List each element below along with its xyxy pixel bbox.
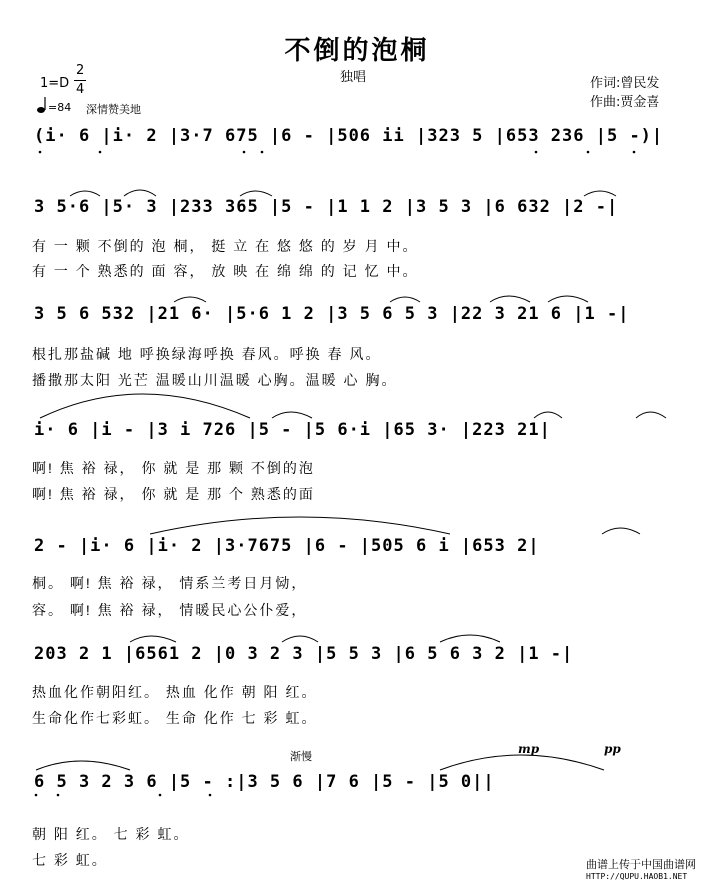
lyric-row-2-verse-2: 有 一 个 熟悉的 面 容， 放 映 在 绵 绵 的 记 忆 中。 (32, 263, 419, 279)
ritardando-mark: 渐慢 (290, 750, 312, 763)
lyric-row-3-verse-2: 播撒那太阳 光芒 温暖山川温暖 心胸。温暖 心 胸。 (32, 372, 398, 388)
lyric-row-6-verse-1: 热血化作朝阳红。 热血 化作 朝 阳 红。 (32, 684, 318, 700)
dynamic-pp: pp (604, 742, 621, 756)
footer-site-name: 曲谱上传于中国曲谱网 (586, 858, 696, 871)
lyric-row-3-verse-1: 根扎那盐碱 地 呼换绿海呼换 春风。呼换 春 风。 (32, 346, 382, 362)
dynamic-mp: mp (518, 742, 540, 756)
expression-mark: 深情赞美地 (86, 103, 141, 116)
time-signature-bottom: 4 (76, 82, 85, 97)
lyric-row-5-verse-1: 桐。 啊! 焦 裕 禄， 情系兰考日月恸， (32, 575, 308, 591)
lyricist-credit: 作词:曾民发 (590, 76, 660, 91)
lyric-row-2-verse-1: 有 一 颗 不倒的 泡 桐， 挺 立 在 悠 悠 的 岁 月 中。 (32, 238, 419, 254)
tempo-mark: =84 (48, 101, 72, 114)
notation-row-6: 203 2 1 |6561 2 |0 3 2 3 |5 5 3 |6 5 6 3 2 |1 -| (34, 644, 574, 664)
footer-site-url: HTTP://QUPU.HAOB1.NET (586, 872, 688, 881)
lyric-row-4-verse-1: 啊! 焦 裕 禄， 你 就 是 那 颗 不倒的泡 (32, 460, 315, 476)
key-signature: 1=D (40, 76, 70, 91)
notation-row-4: i· 6 |i - |3 i 726 |5 - |5 6·i |65 3· |223 21| (34, 420, 551, 440)
notation-row-3: 3 5 6 532 |21 6· |5·6 1 2 |3 5 6 5 3 |22 3 21 6 |1 -| (34, 304, 630, 324)
lyric-row-4-verse-2: 啊! 焦 裕 禄， 你 就 是 那 个 熟悉的面 (32, 486, 315, 502)
lyric-row-5-verse-2: 容。 啊! 焦 裕 禄， 情暖民心公仆爱， (32, 602, 308, 618)
song-title: 不倒的泡桐 (284, 36, 430, 66)
composer-credit: 作曲:贾金喜 (590, 95, 660, 110)
notation-row-5: 2 - |i· 6 |i· 2 |3·7675 |6 - |505 6 i |653 2| (34, 536, 540, 556)
lyric-row-7-verse-1: 朝 阳 红。 七 彩 虹。 (32, 826, 190, 842)
notation-row-2: 3 5·6 |5· 3 |233 365 |5 - |1 1 2 |3 5 3 |6 632 |2 -| (34, 197, 619, 217)
lyric-row-7-verse-2: 七 彩 虹。 (32, 852, 108, 868)
notation-row-1: (i· 6 |i· 2 |3·7 675 |6 - |506 ii |323 5 |653 236 |5 -)| (34, 126, 664, 146)
notation-row-7: 6 5 3 2 3 6 |5 - :|3 5 6 |7 6 |5 - |5 0|| (34, 772, 495, 792)
time-signature-top: 2 (76, 63, 85, 78)
subtitle: 独唱 (340, 70, 367, 85)
lyric-row-6-verse-2: 生命化作七彩虹。 生命 化作 七 彩 虹。 (32, 710, 318, 726)
